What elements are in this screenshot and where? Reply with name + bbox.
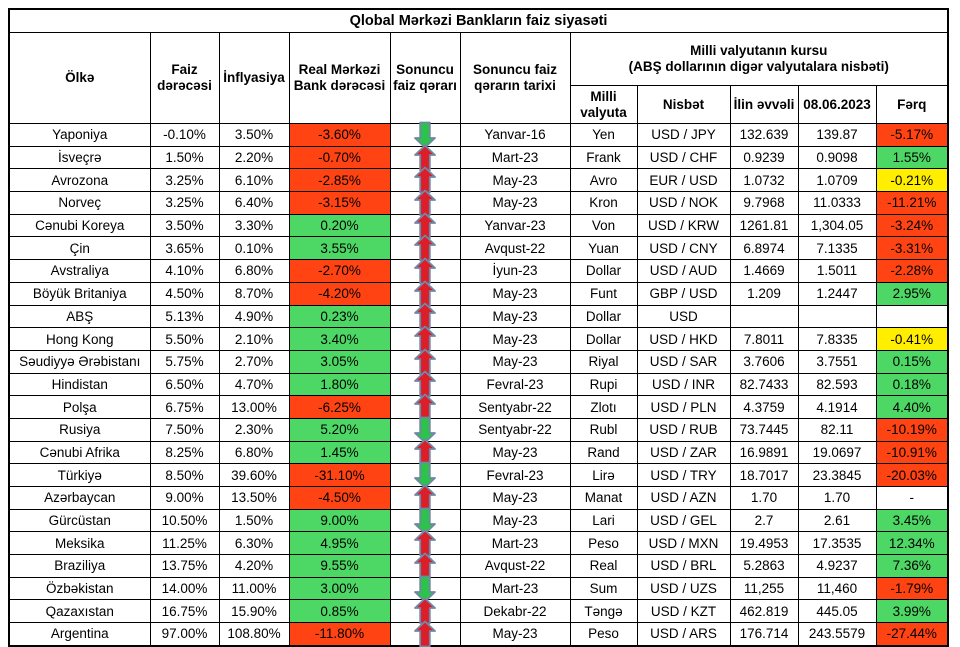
cell-country: Polşa (9, 396, 150, 419)
cell-inflation: 3.50% (219, 124, 289, 147)
table-body (9, 124, 948, 646)
cell-decision-date: May-23 (460, 623, 570, 646)
cell-real-rate: 1.80% (289, 373, 390, 396)
cell-decision-arrow (390, 260, 460, 283)
cell-pair: USD / INR (637, 373, 730, 396)
cell-decision-date: Yanvar-16 (460, 124, 570, 147)
cell-pair: USD / CNY (637, 237, 730, 260)
col-header-inflation: İnflyasiya (219, 33, 289, 124)
rate-up-arrow-icon (414, 620, 436, 647)
cell-year-start: 0.9239 (730, 146, 798, 169)
cell-currency: Funt (570, 282, 637, 305)
cell-current: 1.5011 (798, 260, 876, 283)
cell-year-start: 3.7606 (730, 350, 798, 373)
col-header-last-decision: Sonuncu faiz qərarı (390, 33, 460, 124)
cell-pair: USD (637, 305, 730, 328)
cell-pair: USD / AZN (637, 487, 730, 510)
cell-country: Azərbaycan (9, 487, 150, 510)
cell-rate: 3.65% (150, 237, 219, 260)
cell-country: Səudiyyə Ərəbistanı (9, 350, 150, 373)
cell-year-start: 82.7433 (730, 373, 798, 396)
table-row (9, 623, 948, 646)
cell-country: ABŞ (9, 305, 150, 328)
table-row (9, 169, 948, 192)
cell-rate: 97.00% (150, 623, 219, 646)
cell-inflation: 1.50% (219, 509, 289, 532)
cell-decision-arrow (390, 623, 460, 646)
cell-decision-date: May-23 (460, 192, 570, 215)
table-row (9, 260, 948, 283)
cell-pair: USD / RUB (637, 418, 730, 441)
cell-country: Hong Kong (9, 328, 150, 351)
cell-rate: 7.50% (150, 418, 219, 441)
cell-pair: USD / JPY (637, 124, 730, 147)
col-header-pair: Nisbət (637, 86, 730, 124)
cell-current: 11,460 (798, 577, 876, 600)
cell-country: Yaponiya (9, 124, 150, 147)
cell-decision-arrow (390, 237, 460, 260)
cell-current: 7.1335 (798, 237, 876, 260)
cell-inflation: 13.50% (219, 487, 289, 510)
cell-currency: Rupi (570, 373, 637, 396)
table-row (9, 282, 948, 305)
cell-year-start: 1.70 (730, 487, 798, 510)
cell-decision-arrow (390, 350, 460, 373)
cell-rate: 9.00% (150, 487, 219, 510)
cell-rate: 10.50% (150, 509, 219, 532)
cell-inflation: 6.30% (219, 532, 289, 555)
table-row (9, 146, 948, 169)
cell-decision-date: Avqust-22 (460, 237, 570, 260)
cell-pair: USD / TRY (637, 464, 730, 487)
cell-decision-date: Mart-23 (460, 146, 570, 169)
cell-real-rate: -31.10% (289, 464, 390, 487)
cell-pair: USD / MXN (637, 532, 730, 555)
cell-diff: -2.28% (876, 260, 948, 283)
cell-decision-date: May-23 (460, 350, 570, 373)
cell-pair: USD / SAR (637, 350, 730, 373)
cell-decision-date: Mart-23 (460, 532, 570, 555)
cell-year-start: 18.7017 (730, 464, 798, 487)
cell-rate: 13.75% (150, 555, 219, 578)
cell-country: Avstraliya (9, 260, 150, 283)
cell-diff: -27.44% (876, 623, 948, 646)
cell-country: Argentina (9, 623, 150, 646)
col-header-current-date: 08.06.2023 (798, 86, 876, 124)
cell-real-rate: 1.45% (289, 441, 390, 464)
cell-inflation: 2.10% (219, 328, 289, 351)
cell-pair: USD / KRW (637, 214, 730, 237)
cell-current: 1.0709 (798, 169, 876, 192)
cell-year-start: 2.7 (730, 509, 798, 532)
cell-country: Rusiya (9, 418, 150, 441)
cell-inflation: 108.80% (219, 623, 289, 646)
cell-inflation: 13.00% (219, 396, 289, 419)
cell-diff: -3.31% (876, 237, 948, 260)
cell-diff: -0.21% (876, 169, 948, 192)
cell-decision-arrow (390, 214, 460, 237)
cell-year-start: 1.209 (730, 282, 798, 305)
table-row (9, 305, 948, 328)
cell-currency: Peso (570, 623, 637, 646)
cell-decision-arrow (390, 146, 460, 169)
cell-decision-date: May-23 (460, 328, 570, 351)
cell-decision-arrow (390, 192, 460, 215)
cell-year-start: 1.0732 (730, 169, 798, 192)
cell-inflation: 3.30% (219, 214, 289, 237)
cell-currency: Lari (570, 509, 637, 532)
cell-pair: USD / ZAR (637, 441, 730, 464)
table-row (9, 532, 948, 555)
cell-decision-arrow (390, 418, 460, 441)
col-header-last-decision-date: Sonuncu faiz qərarın tarixi (460, 33, 570, 124)
cell-real-rate: -2.70% (289, 260, 390, 283)
cell-decision-date: May-23 (460, 509, 570, 532)
cell-rate: 3.25% (150, 169, 219, 192)
cell-year-start: 73.7445 (730, 418, 798, 441)
cell-country: Cənubi Afrika (9, 441, 150, 464)
table-row (9, 124, 948, 147)
cell-year-start: 4.3759 (730, 396, 798, 419)
cell-rate: 3.50% (150, 214, 219, 237)
cell-diff: -10.91% (876, 441, 948, 464)
spreadsheet-area (8, 8, 949, 647)
cell-pair: USD / CHF (637, 146, 730, 169)
cell-inflation: 8.70% (219, 282, 289, 305)
cell-current: 82.11 (798, 418, 876, 441)
cell-currency: Peso (570, 532, 637, 555)
table-row (9, 600, 948, 623)
cell-rate: 3.25% (150, 192, 219, 215)
table-row (9, 396, 948, 419)
cell-country: Özbəkistan (9, 577, 150, 600)
cell-decision-date: Dekabr-22 (460, 600, 570, 623)
table-row (9, 509, 948, 532)
cell-inflation: 6.80% (219, 441, 289, 464)
table-row (9, 192, 948, 215)
table-row (9, 555, 948, 578)
cell-real-rate: 9.00% (289, 509, 390, 532)
cell-currency: Rubl (570, 418, 637, 441)
cell-decision-date: May-23 (460, 441, 570, 464)
cell-country: Hindistan (9, 373, 150, 396)
cell-current: 243.5579 (798, 623, 876, 646)
cell-decision-date: Avqust-22 (460, 555, 570, 578)
cell-diff: -11.21% (876, 192, 948, 215)
table-row (9, 418, 948, 441)
cell-country: Cənubi Koreya (9, 214, 150, 237)
cell-diff: 12.34% (876, 532, 948, 555)
cell-diff: 4.40% (876, 396, 948, 419)
cell-year-start: 462.819 (730, 600, 798, 623)
cell-real-rate: -11.80% (289, 623, 390, 646)
cell-diff: -20.03% (876, 464, 948, 487)
cell-real-rate: 9.55% (289, 555, 390, 578)
cell-real-rate: -3.15% (289, 192, 390, 215)
cell-pair: USD / PLN (637, 396, 730, 419)
cell-pair: USD / NOK (637, 192, 730, 215)
cell-decision-arrow (390, 373, 460, 396)
col-header-real-rate: Real Mərkəzi Bank dərəcəsi (289, 33, 390, 124)
cell-current: 17.3535 (798, 532, 876, 555)
cell-currency: Yuan (570, 237, 637, 260)
page-title: Qlobal Mərkəzi Bankların faiz siyasəti (9, 9, 948, 33)
cell-decision-date: May-23 (460, 169, 570, 192)
cell-current: 4.1914 (798, 396, 876, 419)
cell-country: Türkiyə (9, 464, 150, 487)
cell-decision-date: Sentyabr-22 (460, 396, 570, 419)
cell-real-rate: 3.05% (289, 350, 390, 373)
cell-inflation: 6.40% (219, 192, 289, 215)
cell-decision-date: Fevral-23 (460, 373, 570, 396)
cell-currency: Dollar (570, 305, 637, 328)
cell-inflation: 0.10% (219, 237, 289, 260)
cell-inflation: 4.70% (219, 373, 289, 396)
cell-country: Çin (9, 237, 150, 260)
cell-currency: Real (570, 555, 637, 578)
cell-year-start: 9.7968 (730, 192, 798, 215)
cell-real-rate: 4.95% (289, 532, 390, 555)
cell-pair: USD / ARS (637, 623, 730, 646)
cell-current: 23.3845 (798, 464, 876, 487)
cell-rate: 8.50% (150, 464, 219, 487)
col-header-country: Ölkə (9, 33, 150, 124)
fx-group-line2: (ABŞ dollarının digər valyutalara nisbəti) (628, 59, 889, 74)
cell-diff: -1.79% (876, 577, 948, 600)
cell-year-start: 6.8974 (730, 237, 798, 260)
cell-inflation: 4.90% (219, 305, 289, 328)
cell-inflation: 6.10% (219, 169, 289, 192)
col-header-diff: Fərq (876, 86, 948, 124)
col-header-rate: Faiz dərəcəsi (150, 33, 219, 124)
cell-decision-arrow (390, 441, 460, 464)
cell-inflation: 39.60% (219, 464, 289, 487)
cell-rate: 6.75% (150, 396, 219, 419)
cell-inflation: 2.70% (219, 350, 289, 373)
cell-real-rate: 0.23% (289, 305, 390, 328)
cell-decision-arrow (390, 169, 460, 192)
cell-diff: 7.36% (876, 555, 948, 578)
cell-decision-arrow (390, 532, 460, 555)
cell-real-rate: 3.55% (289, 237, 390, 260)
cell-pair: USD / GEL (637, 509, 730, 532)
central-banks-rates-table (8, 8, 949, 647)
cell-diff: - (876, 487, 948, 510)
cell-rate: 4.10% (150, 260, 219, 283)
cell-country: Braziliya (9, 555, 150, 578)
cell-real-rate: 3.40% (289, 328, 390, 351)
cell-currency: Sum (570, 577, 637, 600)
cell-diff: -0.41% (876, 328, 948, 351)
cell-rate: 5.13% (150, 305, 219, 328)
cell-diff: -3.24% (876, 214, 948, 237)
col-header-currency: Milli valyuta (570, 86, 637, 124)
table-row (9, 373, 948, 396)
cell-year-start: 16.9891 (730, 441, 798, 464)
cell-current: 2.61 (798, 509, 876, 532)
cell-decision-arrow (390, 577, 460, 600)
cell-rate: 16.75% (150, 600, 219, 623)
cell-real-rate: -4.50% (289, 487, 390, 510)
cell-inflation: 2.20% (219, 146, 289, 169)
cell-decision-date: May-23 (460, 305, 570, 328)
col-header-year-start: İlin əvvəli (730, 86, 798, 124)
table-row (9, 237, 948, 260)
cell-year-start (730, 305, 798, 328)
cell-current: 1.70 (798, 487, 876, 510)
cell-decision-arrow (390, 555, 460, 578)
cell-decision-date: Mart-23 (460, 577, 570, 600)
cell-currency: Dollar (570, 328, 637, 351)
cell-rate: 1.50% (150, 146, 219, 169)
cell-diff: 0.15% (876, 350, 948, 373)
cell-diff: -10.19% (876, 418, 948, 441)
cell-year-start: 7.8011 (730, 328, 798, 351)
cell-currency: Dollar (570, 260, 637, 283)
cell-real-rate: 0.85% (289, 600, 390, 623)
cell-diff: -5.17% (876, 124, 948, 147)
header-row-1 (9, 33, 948, 86)
cell-decision-date: Yanvar-23 (460, 214, 570, 237)
cell-decision-date: May-23 (460, 282, 570, 305)
cell-current: 1,304.05 (798, 214, 876, 237)
cell-currency: Lirə (570, 464, 637, 487)
cell-rate: 14.00% (150, 577, 219, 600)
cell-current: 4.9237 (798, 555, 876, 578)
cell-decision-arrow (390, 328, 460, 351)
cell-decision-arrow (390, 487, 460, 510)
cell-year-start: 11,255 (730, 577, 798, 600)
cell-decision-arrow (390, 282, 460, 305)
table-row (9, 328, 948, 351)
cell-currency: Von (570, 214, 637, 237)
cell-inflation: 15.90% (219, 600, 289, 623)
cell-pair: USD / HKD (637, 328, 730, 351)
cell-current: 19.0697 (798, 441, 876, 464)
cell-decision-arrow (390, 464, 460, 487)
cell-country: Böyük Britaniya (9, 282, 150, 305)
cell-currency: Kron (570, 192, 637, 215)
cell-real-rate: -3.60% (289, 124, 390, 147)
cell-decision-arrow (390, 124, 460, 147)
cell-decision-arrow (390, 600, 460, 623)
cell-real-rate: -6.25% (289, 396, 390, 419)
cell-real-rate: 0.20% (289, 214, 390, 237)
cell-pair: USD / KZT (637, 600, 730, 623)
cell-decision-date: Sentyabr-22 (460, 418, 570, 441)
cell-rate: 8.25% (150, 441, 219, 464)
cell-current: 3.7551 (798, 350, 876, 373)
cell-diff: 3.99% (876, 600, 948, 623)
cell-rate: -0.10% (150, 124, 219, 147)
cell-currency: Rand (570, 441, 637, 464)
cell-country: Norveç (9, 192, 150, 215)
cell-current: 7.8335 (798, 328, 876, 351)
cell-rate: 11.25% (150, 532, 219, 555)
cell-pair: GBP / USD (637, 282, 730, 305)
cell-diff: 3.45% (876, 509, 948, 532)
cell-year-start: 132.639 (730, 124, 798, 147)
cell-pair: EUR / USD (637, 169, 730, 192)
cell-year-start: 5.2863 (730, 555, 798, 578)
cell-year-start: 19.4953 (730, 532, 798, 555)
col-header-fx-group (570, 33, 948, 86)
cell-country: İsveçrə (9, 146, 150, 169)
cell-decision-date: Fevral-23 (460, 464, 570, 487)
table-row (9, 441, 948, 464)
cell-real-rate: -0.70% (289, 146, 390, 169)
cell-inflation: 11.00% (219, 577, 289, 600)
table-row (9, 577, 948, 600)
cell-diff: 1.55% (876, 146, 948, 169)
cell-decision-arrow (390, 396, 460, 419)
cell-currency: Avro (570, 169, 637, 192)
title-row (9, 9, 948, 33)
cell-decision-arrow (390, 305, 460, 328)
table-row (9, 464, 948, 487)
cell-currency: Təngə (570, 600, 637, 623)
cell-currency: Manat (570, 487, 637, 510)
cell-country: Qazaxıstan (9, 600, 150, 623)
cell-currency: Riyal (570, 350, 637, 373)
fx-group-line1: Milli valyutanın kursu (690, 43, 828, 59)
table-row (9, 350, 948, 373)
cell-currency: Yen (570, 124, 637, 147)
cell-inflation: 6.80% (219, 260, 289, 283)
cell-decision-date: May-23 (460, 487, 570, 510)
cell-inflation: 4.20% (219, 555, 289, 578)
cell-current: 139.87 (798, 124, 876, 147)
cell-year-start: 176.714 (730, 623, 798, 646)
cell-real-rate: -2.85% (289, 169, 390, 192)
cell-current: 11.0333 (798, 192, 876, 215)
table-row (9, 214, 948, 237)
table-row (9, 487, 948, 510)
cell-real-rate: 5.20% (289, 418, 390, 441)
cell-inflation: 2.30% (219, 418, 289, 441)
cell-pair: USD / UZS (637, 577, 730, 600)
cell-rate: 4.50% (150, 282, 219, 305)
cell-currency: Zlotı (570, 396, 637, 419)
cell-rate: 5.50% (150, 328, 219, 351)
cell-decision-date: İyun-23 (460, 260, 570, 283)
cell-year-start: 1261.81 (730, 214, 798, 237)
cell-current: 445.05 (798, 600, 876, 623)
cell-year-start: 1.4669 (730, 260, 798, 283)
cell-diff: 0.18% (876, 373, 948, 396)
cell-diff: 2.95% (876, 282, 948, 305)
cell-current: 0.9098 (798, 146, 876, 169)
cell-rate: 6.50% (150, 373, 219, 396)
cell-pair: USD / BRL (637, 555, 730, 578)
cell-country: Avrozona (9, 169, 150, 192)
cell-country: Meksika (9, 532, 150, 555)
cell-country: Gürcüstan (9, 509, 150, 532)
cell-currency: Frank (570, 146, 637, 169)
cell-current (798, 305, 876, 328)
cell-rate: 5.75% (150, 350, 219, 373)
cell-pair: USD / AUD (637, 260, 730, 283)
table-header (9, 9, 948, 124)
cell-decision-arrow (390, 509, 460, 532)
cell-real-rate: 3.00% (289, 577, 390, 600)
cell-current: 82.593 (798, 373, 876, 396)
cell-current: 1.2447 (798, 282, 876, 305)
cell-real-rate: -4.20% (289, 282, 390, 305)
cell-diff (876, 305, 948, 328)
